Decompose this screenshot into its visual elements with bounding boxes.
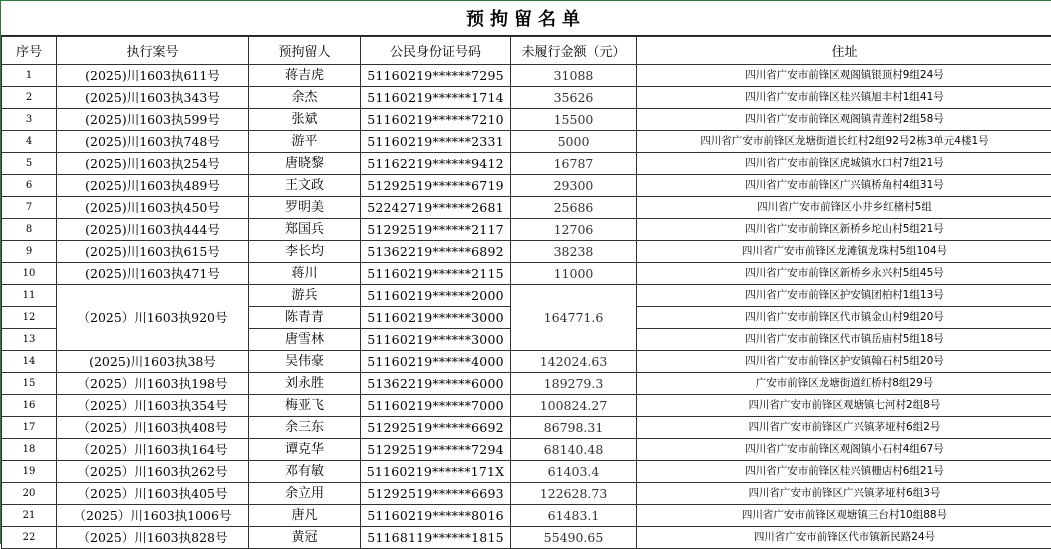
cell-id: 51160219******1714 (361, 87, 511, 109)
cell-seq: 18 (2, 439, 57, 461)
cell-address: 四川省广安市前锋区护安镇翰石村5组20号 (637, 351, 1051, 373)
cell-id: 51292519******2117 (361, 219, 511, 241)
cell-case: (2025)川1603执599号 (57, 109, 249, 131)
cell-address: 四川省广安市前锋区观塘镇七河村2组8号 (637, 395, 1051, 417)
cell-case: (2025)川1603执254号 (57, 153, 249, 175)
table-row (2, 483, 1051, 505)
title-row (1, 0, 1051, 36)
cell-seq: 22 (2, 527, 57, 549)
cell-address: 四川省广安市前锋区龙滩镇龙珠村5组104号 (637, 241, 1051, 263)
cell-name: 游兵 (249, 285, 361, 307)
table-row (2, 395, 1051, 417)
table-row (2, 373, 1051, 395)
cell-id: 51160219******2331 (361, 131, 511, 153)
cell-case: (2025)川1603执444号 (57, 219, 249, 241)
cell-id: 51292519******6693 (361, 483, 511, 505)
cell-amount: 189279.3 (511, 373, 637, 395)
cell-case: （2025）川1603执405号 (57, 483, 249, 505)
cell-seq: 16 (2, 395, 57, 417)
cell-address: 四川省广安市前锋区代市镇新民路24号 (637, 527, 1051, 549)
cell-case: (2025)川1603执611号 (57, 65, 249, 87)
cell-case: （2025）川1603执920号 (57, 285, 249, 351)
table-row (2, 153, 1051, 175)
cell-name: 游平 (249, 131, 361, 153)
cell-name: 王文政 (249, 175, 361, 197)
table-row (2, 527, 1051, 549)
cell-amount: 86798.31 (511, 417, 637, 439)
table-row (2, 109, 1051, 131)
cell-name: 罗明美 (249, 197, 361, 219)
table-row (2, 65, 1051, 87)
cell-address: 四川省广安市前锋区广兴镇茅垭村6组3号 (637, 483, 1051, 505)
cell-seq: 2 (2, 87, 57, 109)
cell-name: 吴伟豪 (249, 351, 361, 373)
cell-seq: 6 (2, 175, 57, 197)
table-row (2, 87, 1051, 109)
cell-case: （2025）川1603执1006号 (57, 505, 249, 527)
cell-amount: 61483.1 (511, 505, 637, 527)
cell-address: 四川省广安市前锋区广兴镇桥角村4组31号 (637, 175, 1051, 197)
cell-id: 51160219******7000 (361, 395, 511, 417)
cell-amount: 38238 (511, 241, 637, 263)
cell-address: 四川省广安市前锋区广兴镇茅垭村6组2号 (637, 417, 1051, 439)
cell-name: 郑国兵 (249, 219, 361, 241)
table-row (2, 197, 1051, 219)
cell-case: (2025)川1603执343号 (57, 87, 249, 109)
cell-amount: 29300 (511, 175, 637, 197)
cell-address: 四川省广安市前锋区观塘镇三台村10组88号 (637, 505, 1051, 527)
table-row (2, 263, 1051, 285)
table-row (2, 219, 1051, 241)
cell-name: 张斌 (249, 109, 361, 131)
cell-id: 51160219******7295 (361, 65, 511, 87)
cell-amount: 122628.73 (511, 483, 637, 505)
cell-id: 51292519******6692 (361, 417, 511, 439)
cell-id: 51168119******1815 (361, 527, 511, 549)
cell-address: 四川省广安市前锋区护安镇团柏村1组13号 (637, 285, 1051, 307)
cell-name: 蒋川 (249, 263, 361, 285)
cell-address: 四川省广安市前锋区龙塘街道长红村2组92号2栋3单元4楼1号 (637, 131, 1051, 153)
cell-seq: 7 (2, 197, 57, 219)
cell-seq: 1 (2, 65, 57, 87)
cell-id: 51362219******6000 (361, 373, 511, 395)
header-amount: 未履行金额（元） (511, 37, 637, 65)
cell-name: 唐凡 (249, 505, 361, 527)
cell-case: (2025)川1603执471号 (57, 263, 249, 285)
cell-id: 51292519******6719 (361, 175, 511, 197)
table-row (2, 351, 1051, 373)
cell-id: 51160219******3000 (361, 329, 511, 351)
header-id: 公民身份证号码 (361, 37, 511, 65)
cell-id: 51160219******2115 (361, 263, 511, 285)
cell-address: 四川省广安市前锋区小井乡红楮村5组 (637, 197, 1051, 219)
header-case: 执行案号 (57, 37, 249, 65)
cell-name: 邓有敏 (249, 461, 361, 483)
cell-id: 51162219******9412 (361, 153, 511, 175)
cell-address: 四川省广安市前锋区桂兴镇旭丰村1组41号 (637, 87, 1051, 109)
cell-amount: 5000 (511, 131, 637, 153)
cell-seq: 5 (2, 153, 57, 175)
cell-name: 黄冠 (249, 527, 361, 549)
cell-seq: 10 (2, 263, 57, 285)
cell-address: 四川省广安市前锋区代市镇金山村9组20号 (637, 307, 1051, 329)
table-row (2, 131, 1051, 153)
cell-address: 四川省广安市前锋区虎城镇水口村7组21号 (637, 153, 1051, 175)
table-row (2, 417, 1051, 439)
cell-seq: 21 (2, 505, 57, 527)
cell-id: 51160219******8016 (361, 505, 511, 527)
cell-amount: 25686 (511, 197, 637, 219)
cell-address: 四川省广安市前锋区观阁镇银顶村9组24号 (637, 65, 1051, 87)
cell-case: (2025)川1603执615号 (57, 241, 249, 263)
table-row (2, 461, 1051, 483)
cell-id: 52242719******2681 (361, 197, 511, 219)
cell-case: (2025)川1603执450号 (57, 197, 249, 219)
cell-seq: 4 (2, 131, 57, 153)
cell-case: （2025）川1603执262号 (57, 461, 249, 483)
cell-name: 余杰 (249, 87, 361, 109)
cell-id: 51160219******3000 (361, 307, 511, 329)
cell-case: （2025）川1603执354号 (57, 395, 249, 417)
cell-id: 51160219******2000 (361, 285, 511, 307)
cell-id: 51292519******7294 (361, 439, 511, 461)
cell-id: 51160219******7210 (361, 109, 511, 131)
cell-id: 51160219******171X (361, 461, 511, 483)
cell-name: 陈青青 (249, 307, 361, 329)
table-row (2, 285, 1051, 307)
cell-amount: 11000 (511, 263, 637, 285)
cell-address: 四川省广安市前锋区观阁镇小石村4组67号 (637, 439, 1051, 461)
cell-seq: 3 (2, 109, 57, 131)
cell-amount: 61403.4 (511, 461, 637, 483)
cell-name: 谭克华 (249, 439, 361, 461)
cell-seq: 17 (2, 417, 57, 439)
cell-seq: 19 (2, 461, 57, 483)
header-name: 预拘留人 (249, 37, 361, 65)
cell-amount: 142024.63 (511, 351, 637, 373)
cell-case: （2025）川1603执198号 (57, 373, 249, 395)
header-seq: 序号 (2, 37, 57, 65)
cell-seq: 15 (2, 373, 57, 395)
cell-name: 余立用 (249, 483, 361, 505)
cell-address: 四川省广安市前锋区新桥乡永兴村5组45号 (637, 263, 1051, 285)
cell-seq: 9 (2, 241, 57, 263)
cell-name: 刘永胜 (249, 373, 361, 395)
cell-case: （2025）川1603执828号 (57, 527, 249, 549)
cell-seq: 13 (2, 329, 57, 351)
cell-name: 李长均 (249, 241, 361, 263)
table-row (2, 439, 1051, 461)
cell-seq: 12 (2, 307, 57, 329)
cell-seq: 14 (2, 351, 57, 373)
cell-case: (2025)川1603执748号 (57, 131, 249, 153)
cell-address: 四川省广安市前锋区桂兴镇栅店村6组21号 (637, 461, 1051, 483)
table-row (2, 241, 1051, 263)
cell-amount: 16787 (511, 153, 637, 175)
cell-address: 四川省广安市前锋区新桥乡坨山村5组21号 (637, 219, 1051, 241)
table-row (2, 175, 1051, 197)
cell-name: 唐雪林 (249, 329, 361, 351)
cell-name: 唐晓黎 (249, 153, 361, 175)
table-row (2, 505, 1051, 527)
cell-seq: 20 (2, 483, 57, 505)
cell-seq: 8 (2, 219, 57, 241)
cell-amount: 100824.27 (511, 395, 637, 417)
cell-address: 四川省广安市前锋区代市镇岳庙村5组18号 (637, 329, 1051, 351)
cell-amount: 35626 (511, 87, 637, 109)
table-body (2, 65, 1051, 549)
cell-amount: 164771.6 (511, 285, 637, 351)
cell-case: （2025）川1603执408号 (57, 417, 249, 439)
header-address: 住址 (637, 37, 1051, 65)
cell-name: 蒋吉虎 (249, 65, 361, 87)
cell-case: （2025）川1603执164号 (57, 439, 249, 461)
cell-amount: 12706 (511, 219, 637, 241)
page-title: 预拘留名单 (466, 5, 586, 31)
header-row (2, 37, 1051, 65)
cell-address: 四川省广安市前锋区观阁镇青莲村2组58号 (637, 109, 1051, 131)
cell-id: 51362219******6892 (361, 241, 511, 263)
cell-seq: 11 (2, 285, 57, 307)
cell-amount: 68140.48 (511, 439, 637, 461)
cell-id: 51160219******4000 (361, 351, 511, 373)
cell-case: (2025)川1603执38号 (57, 351, 249, 373)
cell-amount: 55490.65 (511, 527, 637, 549)
cell-case: (2025)川1603执489号 (57, 175, 249, 197)
detention-list-table (1, 36, 1051, 549)
cell-name: 梅亚飞 (249, 395, 361, 417)
cell-address: 广安市前锋区龙塘街道红桥村8组29号 (637, 373, 1051, 395)
cell-amount: 31088 (511, 65, 637, 87)
cell-name: 余三东 (249, 417, 361, 439)
cell-amount: 15500 (511, 109, 637, 131)
